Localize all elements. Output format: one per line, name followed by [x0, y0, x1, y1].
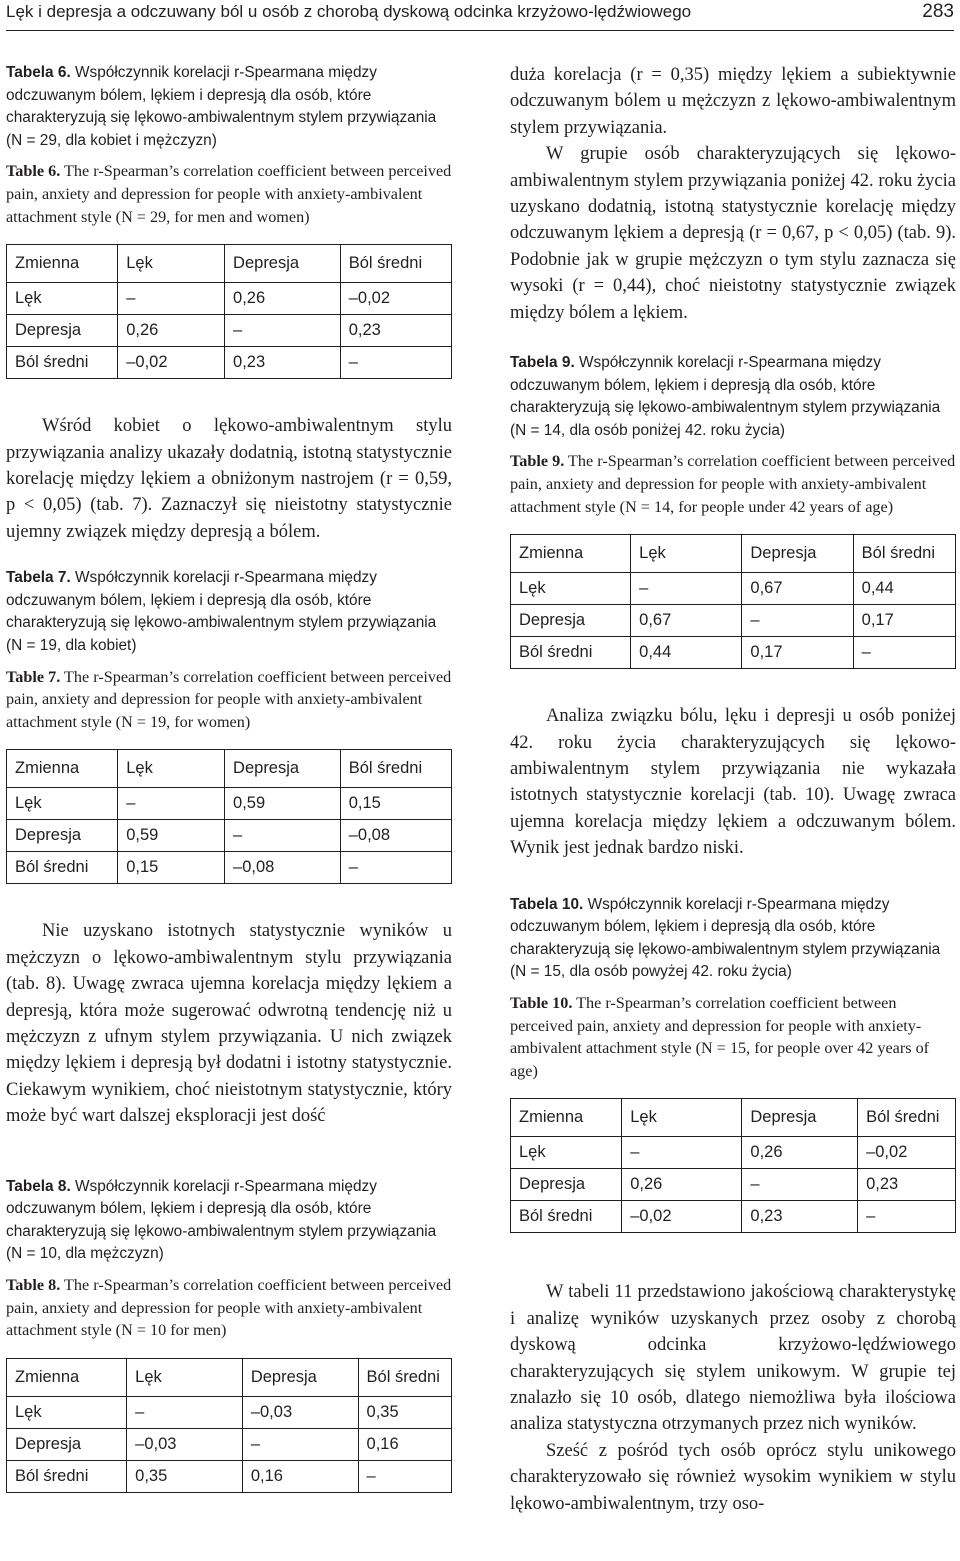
caption-label: Table 9.: [510, 452, 565, 471]
table-cell: Lęk: [511, 1137, 622, 1169]
col-header-depresja: Depresja: [225, 245, 341, 283]
col-header-depresja: Depresja: [225, 750, 341, 788]
running-head: [6, 0, 954, 31]
table-header-row: [7, 1358, 452, 1396]
table-10: [510, 1098, 956, 1233]
caption-label: Tabela 9.: [510, 354, 575, 372]
table-cell: –: [742, 605, 853, 637]
table-cell: Ból średni: [511, 637, 631, 669]
table-8: [6, 1358, 452, 1493]
table-6: [6, 244, 452, 379]
table-cell: 0,59: [225, 788, 341, 820]
table-cell: Lęk: [511, 573, 631, 605]
table-8-caption-pl: [6, 1176, 452, 1266]
table-cell: 0,35: [127, 1460, 243, 1492]
table-cell: 0,23: [742, 1201, 858, 1233]
caption-text: Współczynnik korelacji r-Spearmana między odczuwanym bólem, lękiem i depresją dla osób, które charakteryzują się lękowo-ambiwalentnym stylem przywiązania (N = 15, dla osób powyżej 42. roku życia): [510, 895, 941, 981]
table-cell: –: [742, 1169, 858, 1201]
table-cell: –0,03: [127, 1428, 243, 1460]
col-header-lek: Lęk: [631, 535, 742, 573]
table-7-caption-pl: [6, 567, 452, 657]
table-cell: Lęk: [7, 1396, 127, 1428]
paragraph: Wśród kobiet o lękowo-ambiwalentnym stylu przywiązania analizy ukazały dodatnią, istotną statystycznie korelację między lękiem a obniżonym nastrojem (r = 0,59, p < 0,05) (tab. 7). Zaznaczył się nieistotny statystycznie ujemny związek między depresją a bólem.: [6, 416, 452, 542]
table-header-row: [7, 245, 452, 283]
running-title: Lęk i depresja a odczuwany ból u osób z chorobą dyskową odcinka krzyżowo-lędźwiowego: [6, 2, 692, 21]
table-6-caption-pl: [6, 62, 452, 152]
table-cell: Lęk: [7, 788, 118, 820]
table-10-caption-pl: [510, 894, 956, 984]
table-cell: 0,67: [742, 573, 853, 605]
table-cell: 0,15: [118, 852, 225, 884]
table-cell: –: [118, 788, 225, 820]
table-cell: Ból średni: [7, 347, 118, 379]
table-cell: Depresja: [7, 315, 118, 347]
caption-label: Tabela 6.: [6, 64, 71, 81]
table-9-caption-pl: [510, 352, 956, 442]
table-cell: Depresja: [7, 1428, 127, 1460]
col-header-bol-sredni: Ból średni: [858, 1099, 956, 1137]
table-row: [511, 605, 956, 637]
col-header-lek: Lęk: [622, 1099, 742, 1137]
table-cell: 0,17: [853, 605, 955, 637]
col-header-depresja: Depresja: [742, 535, 853, 573]
table-row: [7, 788, 452, 820]
table-cell: Depresja: [7, 820, 118, 852]
table-cell: Ból średni: [7, 1460, 127, 1492]
table-row: [511, 1137, 956, 1169]
table-cell: 0,16: [242, 1460, 358, 1492]
right-column: [510, 62, 956, 1561]
table-6-caption-en: [6, 160, 452, 228]
table-cell: 0,26: [622, 1169, 742, 1201]
caption-text: Współczynnik korelacji r-Spearmana między odczuwanym bólem, lękiem i depresją dla osób, które charakteryzują się lękowo-ambiwalentnym stylem przywiązania (N = 29, dla kobiet i mężczyzn): [6, 64, 437, 149]
col-header-bol-sredni: Ból średni: [358, 1358, 451, 1396]
left-column: [6, 62, 452, 1561]
table-cell: Ból średni: [7, 852, 118, 884]
caption-text: The r-Spearman’s correlation coefficient between perceived pain, anxiety and depression for people with anxiety-ambivalent attachment style (N = 10 for men): [6, 1275, 452, 1340]
col-header-zmienna: Zmienna: [7, 245, 118, 283]
table-row: [7, 1460, 452, 1492]
table-row: [7, 347, 452, 379]
table-cell: –: [340, 347, 451, 379]
table-cell: –: [858, 1201, 956, 1233]
table-row: [7, 820, 452, 852]
col-header-zmienna: Zmienna: [511, 535, 631, 573]
table-cell: –: [340, 852, 451, 884]
caption-text: Współczynnik korelacji r-Spearmana między odczuwanym bólem, lękiem i depresją dla osób, które charakteryzują się lękowo-ambiwalentnym stylem przywiązania (N = 14, dla osób poniżej 42. roku życia): [510, 354, 941, 439]
table-9: [510, 534, 956, 669]
table-cell: 0,26: [225, 283, 341, 315]
table-cell: 0,26: [742, 1137, 858, 1169]
col-header-zmienna: Zmienna: [511, 1099, 622, 1137]
col-header-lek: Lęk: [118, 245, 225, 283]
table-cell: 0,16: [358, 1428, 451, 1460]
caption-label: Tabela 7.: [6, 569, 71, 587]
table-cell: –0,08: [340, 820, 451, 852]
paragraph: Sześć z pośród tych osób oprócz stylu unikowego charakteryzowało się również wysokim wynikiem w stylu lękowo-ambiwalentnym, trzy oso-: [510, 1440, 956, 1514]
paragraph: duża korelacja (r = 0,35) między lękiem a subiektywnie odczuwanym bólem u mężczyzn z lękowo-ambiwalentnym stylem przywiązania.: [510, 65, 956, 138]
table-row: [7, 852, 452, 884]
col-header-bol-sredni: Ból średni: [853, 535, 955, 573]
caption-text: Współczynnik korelacji r-Spearmana między odczuwanym bólem, lękiem i depresją dla osób, które charakteryzują się lękowo-ambiwalentnym stylem przywiązania (N = 10, dla mężczyzn): [6, 1177, 437, 1263]
table-row: [511, 1201, 956, 1233]
table-cell: –: [118, 283, 225, 315]
table-cell: 0,26: [118, 315, 225, 347]
table-row: [7, 1428, 452, 1460]
table-cell: –: [127, 1396, 243, 1428]
table-cell: –0,02: [118, 347, 225, 379]
table-7-caption-en: [6, 666, 452, 734]
caption-label: Table 7.: [6, 667, 61, 686]
table-cell: Ból średni: [511, 1201, 622, 1233]
table-header-row: [511, 535, 956, 573]
table-cell: –: [358, 1460, 451, 1492]
table-cell: –: [225, 315, 341, 347]
table-cell: –: [225, 820, 341, 852]
paragraph: W tabeli 11 przedstawiono jakościową charakterystykę i analizę wyników uzyskanych przez osoby z chorobą dyskową odcinka krzyżowo-lędźwiowego charakteryzujących się stylem unikowym. W grupie tej znalazło się 10 osób, dlatego niemożliwa była ilościowa analiza statystyczna otrzymanych przez nich wyników.: [510, 1282, 956, 1435]
table-row: [511, 573, 956, 605]
table-cell: 0,15: [340, 788, 451, 820]
col-header-zmienna: Zmienna: [7, 1358, 127, 1396]
table-cell: –: [631, 573, 742, 605]
table-cell: 0,67: [631, 605, 742, 637]
table-cell: 0,59: [118, 820, 225, 852]
table-9-caption-en: [510, 450, 956, 518]
table-cell: –: [853, 637, 955, 669]
col-header-depresja: Depresja: [742, 1099, 858, 1137]
table-cell: –0,02: [340, 283, 451, 315]
table-cell: Depresja: [511, 605, 631, 637]
table-cell: Lęk: [7, 283, 118, 315]
table-cell: –0,02: [858, 1137, 956, 1169]
paragraph: Nie uzyskano istotnych statystycznie wyników u mężczyzn o lękowo-ambiwalentnym stylu przywiązania (tab. 8). Uwagę zwraca ujemna korelacja między lękiem a depresją, która może sugerować odwrotną tendencję niż u mężczyzn z ufnym stylem przywiązania. U nich związek między lękiem i depresją był dodatni i istotny statystycznie. Ciekawym wynikiem, choć nieistotnym statystycznie, który może być wart dalszej eksploracji jest dość: [6, 921, 452, 1127]
table-10-caption-en: [510, 992, 956, 1082]
col-header-depresja: Depresja: [242, 1358, 358, 1396]
table-row: [511, 637, 956, 669]
table-row: [7, 1396, 452, 1428]
table-cell: 0,23: [340, 315, 451, 347]
col-header-bol-sredni: Ból średni: [340, 245, 451, 283]
caption-label: Tabela 8.: [6, 1177, 71, 1195]
table-cell: 0,17: [742, 637, 853, 669]
table-8-caption-en: [6, 1274, 452, 1342]
table-cell: 0,44: [853, 573, 955, 605]
table-cell: 0,35: [358, 1396, 451, 1428]
table-cell: Depresja: [511, 1169, 622, 1201]
caption-label: Tabela 10.: [510, 895, 584, 913]
col-header-zmienna: Zmienna: [7, 750, 118, 788]
caption-text: The r-Spearman’s correlation coefficient between perceived pain, anxiety and depression for people with anxiety-ambivalent attachment style (N = 29, for men and women): [6, 162, 452, 226]
caption-text: Współczynnik korelacji r-Spearmana między odczuwanym bólem, lękiem i depresją dla osób, które charakteryzują się lękowo-ambiwalentnym stylem przywiązania (N = 19, dla kobiet): [6, 569, 437, 654]
col-header-lek: Lęk: [127, 1358, 243, 1396]
col-header-bol-sredni: Ból średni: [340, 750, 451, 788]
table-cell: –: [622, 1137, 742, 1169]
page-number: 283: [922, 1, 954, 22]
table-row: [511, 1169, 956, 1201]
table-7: [6, 749, 452, 884]
table-cell: –0,08: [225, 852, 341, 884]
table-row: [7, 315, 452, 347]
caption-text: The r-Spearman’s correlation coefficient between perceived pain, anxiety and depression for people with anxiety-ambivalent attachment style (N = 14, for people under 42 years of age): [510, 452, 956, 516]
caption-label: Table 8.: [6, 1275, 61, 1294]
table-cell: 0,23: [225, 347, 341, 379]
table-header-row: [511, 1099, 956, 1137]
table-row: [7, 283, 452, 315]
table-cell: –0,03: [242, 1396, 358, 1428]
table-header-row: [7, 750, 452, 788]
table-cell: 0,44: [631, 637, 742, 669]
caption-label: Table 6.: [6, 162, 61, 181]
table-cell: –0,02: [622, 1201, 742, 1233]
paragraph: W grupie osób charakteryzujących się lękowo-ambiwalentnym stylem przywiązania poniżej 42. roku życia uzyskano dodatnią, istotną statystycznie korelację między odczuwanym lękiem a depresją (r = 0,67, p < 0,05) (tab. 9). Podobnie jak w grupie mężczyzn o tym stylu zaznacza się wysoki (r = 0,44), choć nieistotny statystycznie związek między bólem a lękiem.: [510, 144, 956, 323]
caption-text: The r-Spearman’s correlation coefficient between perceived pain, anxiety and depression for people with anxiety-ambivalent attachment style (N = 19, for women): [6, 667, 452, 731]
table-cell: 0,23: [858, 1169, 956, 1201]
paragraph: Analiza związku bólu, lęku i depresji u osób poniżej 42. roku życia charakteryzujących się lękowo-ambiwalentnym stylem przywiązania nie wykazała istotnych statystycznie korelacji (tab. 10). Uwagę zwraca ujemna korelacja między lękiem a odczuwanym bólem. Wynik jest jednak bardzo niski.: [510, 706, 956, 859]
caption-text: The r-Spearman’s correlation coefficient between perceived pain, anxiety and depression for people with anxiety-ambivalent attachment style (N = 15, for people over 42 years of age): [510, 994, 930, 1080]
caption-label: Table 10.: [510, 994, 573, 1013]
table-cell: –: [242, 1428, 358, 1460]
col-header-lek: Lęk: [118, 750, 225, 788]
